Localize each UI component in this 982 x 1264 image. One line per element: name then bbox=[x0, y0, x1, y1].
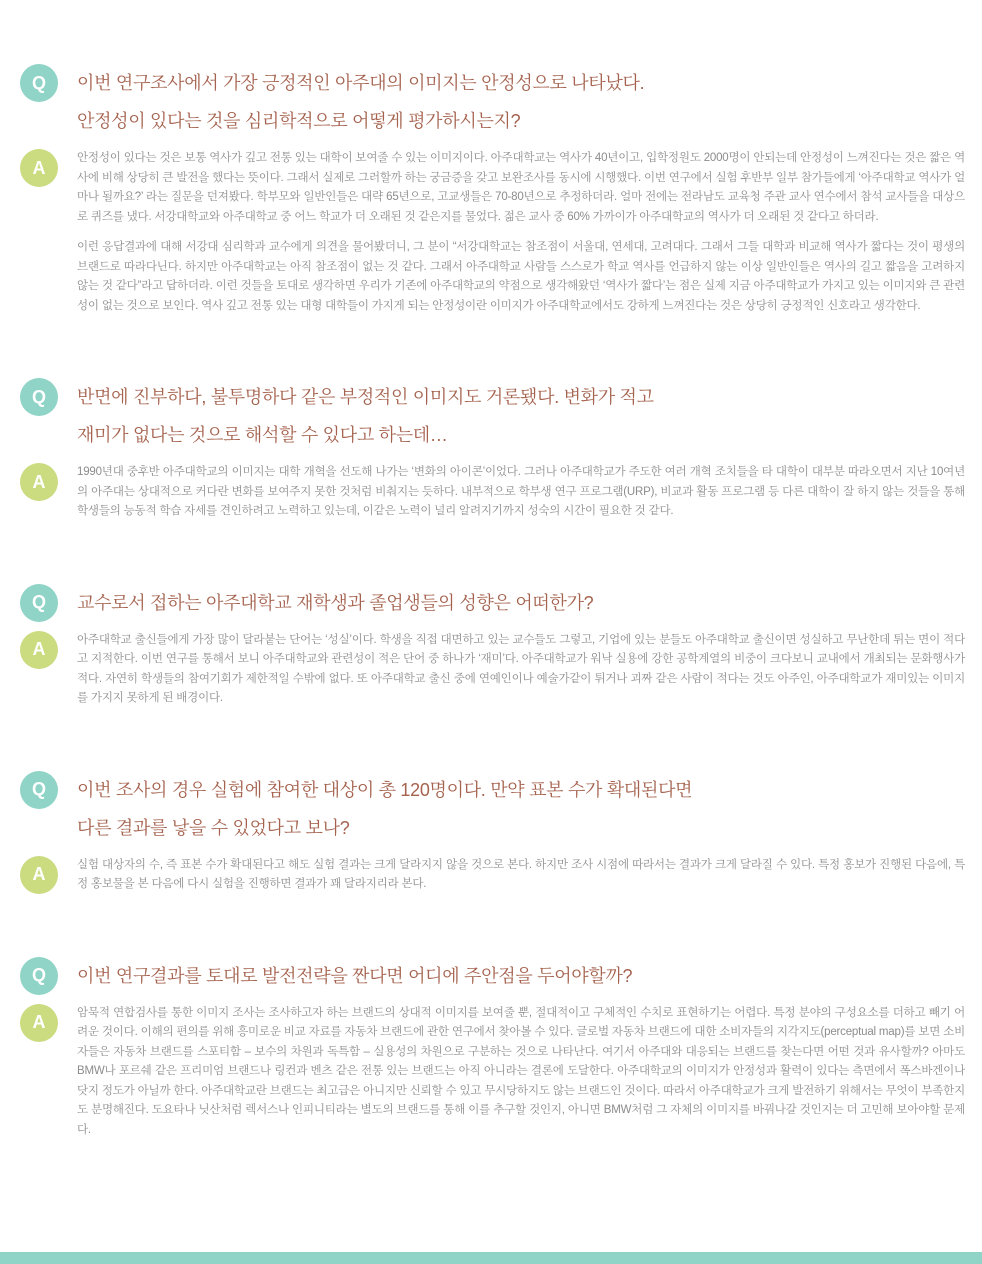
answer-paragraph: 안정성이 있다는 것은 보통 역사가 깊고 전통 있는 대학이 보여줄 수 있는 이미지이다. 아주대학교는 역사가 40년이고, 입학정원도 2000명이 안되는데 안정성이 느껴진다는 것은 짧은 역사에 비해 상당히 큰 발전을 했다는 뜻이다. 그래서 실제로 그러할까 하는 궁금증을 갖고 보완조사를 동시에 시행했다. 이번 연구에서 실험 후반부 일부 참가들에게 ‘아주대학교 역사가 얼마나 될까요?’ 라는 질문을 던져봤다. 학부모와 일반인들은 대략 65년으로, 고교생들은 70-80년으로 추정하더라. 얼마 전에는 전라남도 교육청 주관 교사 연수에서 참석 교사들을 대상으로 퀴즈를 냈다. 서강대학교와 아주대학교 중 어느 학교가 더 오래된 것 같은지를 물었다. 젊은 교사 중 60% 가까이가 아주대학교의 역사가 더 오래된 것 같다고 하더라. bbox=[77, 152, 965, 223]
answer-paragraph: 실험 대상자의 수, 즉 표본 수가 확대된다고 해도 실험 결과는 크게 달라지지 않을 것으로 본다. 하지만 조사 시점에 따라서는 결과가 크게 달라질 수 있다. 특정 홍보가 진행된 다음에, 특정 홍보물을 본 다음에 다시 실험을 진행하면 결과가 꽤 달라지리라 본다. bbox=[77, 858, 965, 890]
question-text bbox=[77, 771, 692, 847]
question-badge-icon bbox=[20, 584, 58, 622]
answer-row bbox=[20, 856, 965, 895]
answer-badge-label: A bbox=[32, 1012, 46, 1032]
question-badge-label: Q bbox=[31, 965, 46, 985]
answer-badge-label: A bbox=[32, 157, 46, 178]
question-badge-label: Q bbox=[31, 592, 46, 612]
qa-item bbox=[20, 957, 965, 1141]
question-text bbox=[77, 584, 593, 622]
question-badge-icon bbox=[20, 957, 58, 995]
question-badge-label: Q bbox=[31, 72, 46, 93]
answer-paragraph: 1990년대 중후반 아주대학교의 이미지는 대학 개혁을 선도해 나가는 ‘변화의 아이콘’이었다. 그러나 아주대학교가 주도한 여러 개혁 조치들을 타 대학이 대부분 따라오면서 지난 10여년의 아주대는 상대적으로 커다란 변화를 보여주지 못한 것처럼 비춰지는 듯하다. 내부적으로 학부생 연구 프로그램(URP), 비교과 활동 프로그램 등 다른 대학이 잘 하지 않는 것들을 통해 학생들의 능동적 학습 자세를 견인하려고 노력하고 있는데, 이같은 노력이 널리 알려지기까지 성숙의 시간이 필요한 것 같다. bbox=[77, 466, 965, 517]
answer-badge-label: A bbox=[32, 864, 46, 884]
question-row bbox=[20, 64, 965, 140]
question-row bbox=[20, 584, 965, 622]
answer-paragraph: 암묵적 연합검사를 통한 이미지 조사는 조사하고자 하는 브랜드의 상대적 이미지를 보여줄 뿐, 절대적이고 구체적인 수치로 표현하기는 어렵다. 특정 분야의 구성요소를 더하고 빼기 어려운 것이다. 이해의 편의를 위해 흥미로운 비교 자료를 자동차 브랜드에 관한 연구에서 찾아볼 수 있다. 글로벌 자동차 브랜드에 대한 소비자들의 지각지도(perceptual map)를 보면 소비자들은 자동차 브랜드를 스포티함 – 보수의 차원과 독특함 – 실용성의 차원으로 구분하는 것으로 나타난다. 여기서 아주대와 대응되는 브랜드를 찾는다면 어떤 것과 유사할까? 아마도 BMW나 포르쉐 같은 프리미엄 브랜드나 링컨과 벤츠 같은 전통 있는 브랜드는 아직 아니라는 결론에 도달한다. 아주대학교의 이미지가 안정성과 활력이 있다는 측면에서 폭스바겐이나 닷지 정도가 아닐까 한다. 아주대학교란 브랜드는 최고급은 아니지만 신뢰할 수 있고 무시당하지도 않는 브랜드인 것이다. 따라서 아주대학교가 크게 발전하기 위해서는 무엇이 부족한지도 분명해진다. 도요타나 닛산처럼 렉서스나 인피니티라는 별도의 브랜드를 통해 이를 추구할 것인지, 아니면 BMW처럼 그 자체의 이미지를 바꿔나갈 것인지는 더 고민해 보아야할 문제다. bbox=[77, 1006, 965, 1136]
qa-item bbox=[20, 64, 965, 316]
answer-paragraph: 아주대학교 출신들에게 가장 많이 달라붙는 단어는 ‘성실’이다. 학생을 직접 대면하고 있는 교수들도 그렇고, 기업에 있는 분들도 아주대학교 출신이면 성실하고 무난한데 튀는 면이 적다고 지적한다. 이번 연구를 통해서 보니 아주대학교와 관련성이 적은 단어 중 하나가 ‘재미’다. 아주대학교가 워낙 실용에 강한 공학계열의 비중이 크다보니 교내에서 개최되는 문화행사가 적다. 자연히 학생들의 참여기회가 제한적일 수밖에 없다. 또 아주대학교 출신 중에 연예인이나 예술가같이 튀거나 괴짜 같은 사람이 적다는 것도 아주인, 아주대학교가 재미있는 이미지를 가지지 못하게 된 배경이다. bbox=[77, 633, 965, 704]
qa-list bbox=[20, 64, 965, 1140]
answer-row bbox=[20, 1004, 965, 1141]
question-line: 재미가 없다는 것으로 해석할 수 있다고 하는데… bbox=[77, 425, 448, 445]
footer-accent-bar bbox=[0, 1252, 982, 1264]
answer-badge-icon bbox=[20, 631, 58, 669]
question-badge-icon bbox=[20, 64, 58, 102]
answer-text bbox=[77, 1004, 965, 1141]
question-badge-label: Q bbox=[31, 779, 46, 799]
question-badge-icon bbox=[20, 378, 58, 416]
question-line: 반면에 진부하다, 불투명하다 같은 부정적인 이미지도 거론됐다. 변화가 적고 bbox=[77, 387, 654, 407]
question-row bbox=[20, 957, 965, 995]
question-line: 이번 연구결과를 토대로 발전전략을 짠다면 어디에 주안점을 두어야할까? bbox=[77, 965, 633, 986]
answer-badge-label: A bbox=[32, 471, 46, 492]
question-line: 이번 연구조사에서 가장 긍정적인 아주대의 이미지는 안정성으로 나타났다. bbox=[77, 73, 645, 93]
answer-badge-icon bbox=[20, 856, 58, 894]
answer-row bbox=[20, 463, 965, 522]
question-line: 이번 조사의 경우 실험에 참여한 대상이 총 120명이다. 만약 표본 수가 확대된다면 bbox=[77, 779, 693, 800]
question-line: 안정성이 있다는 것을 심리학적으로 어떻게 평가하시는지? bbox=[77, 111, 521, 131]
answer-badge-icon bbox=[20, 463, 58, 501]
question-text bbox=[77, 64, 644, 140]
answer-badge-icon bbox=[20, 1004, 58, 1042]
question-line: 교수로서 접하는 아주대학교 재학생과 졸업생들의 성향은 어떠한가? bbox=[77, 592, 594, 613]
answer-row bbox=[20, 149, 965, 316]
answer-text bbox=[77, 856, 965, 895]
answer-badge-icon bbox=[20, 149, 58, 187]
question-text bbox=[77, 378, 654, 454]
question-line: 다른 결과를 낳을 수 있었다고 보나? bbox=[77, 817, 350, 838]
answer-text bbox=[77, 149, 965, 316]
qa-item bbox=[20, 771, 965, 895]
qa-item bbox=[20, 584, 965, 709]
question-row bbox=[20, 771, 965, 847]
question-badge-icon bbox=[20, 771, 58, 809]
question-text bbox=[77, 957, 632, 995]
answer-text bbox=[77, 631, 965, 709]
answer-paragraph: 이런 응답결과에 대해 서강대 심리학과 교수에게 의견을 물어봤더니, 그 분이 “서강대학교는 참조점이 서울대, 연세대, 고려대다. 그래서 그들 대학과 비교해 역사가 짧다는 것이 평생의 브랜드로 따라다닌다. 하지만 아주대학교는 아직 참조점이 없는 것 같다. 그래서 아주대학교 사람들 스스로가 학교 역사를 언급하지 않는 이상 일반인들은 역사의 길고 짧음을 고려하지 않는 것 같다”라고 답하더라. 이런 것들을 토대로 생각하면 우리가 기존에 아주대학교의 약점으로 생각해왔던 ‘역사가 짧다’는 점은 실제 지금 아주대학교가 가지고 있는 이미지와 큰 관련성이 없는 것으로 보인다. 역사 깊고 전통 있는 대형 대학들이 가지게 되는 안정성이란 이미지가 아주대학교에서도 강하게 느껴진다는 것은 상당히 긍정적인 신호라고 생각한다. bbox=[77, 241, 965, 312]
answer-badge-label: A bbox=[32, 639, 46, 659]
qa-item bbox=[20, 378, 965, 522]
question-row bbox=[20, 378, 965, 454]
answer-text bbox=[77, 463, 965, 522]
question-badge-label: Q bbox=[31, 386, 46, 407]
answer-row bbox=[20, 631, 965, 709]
